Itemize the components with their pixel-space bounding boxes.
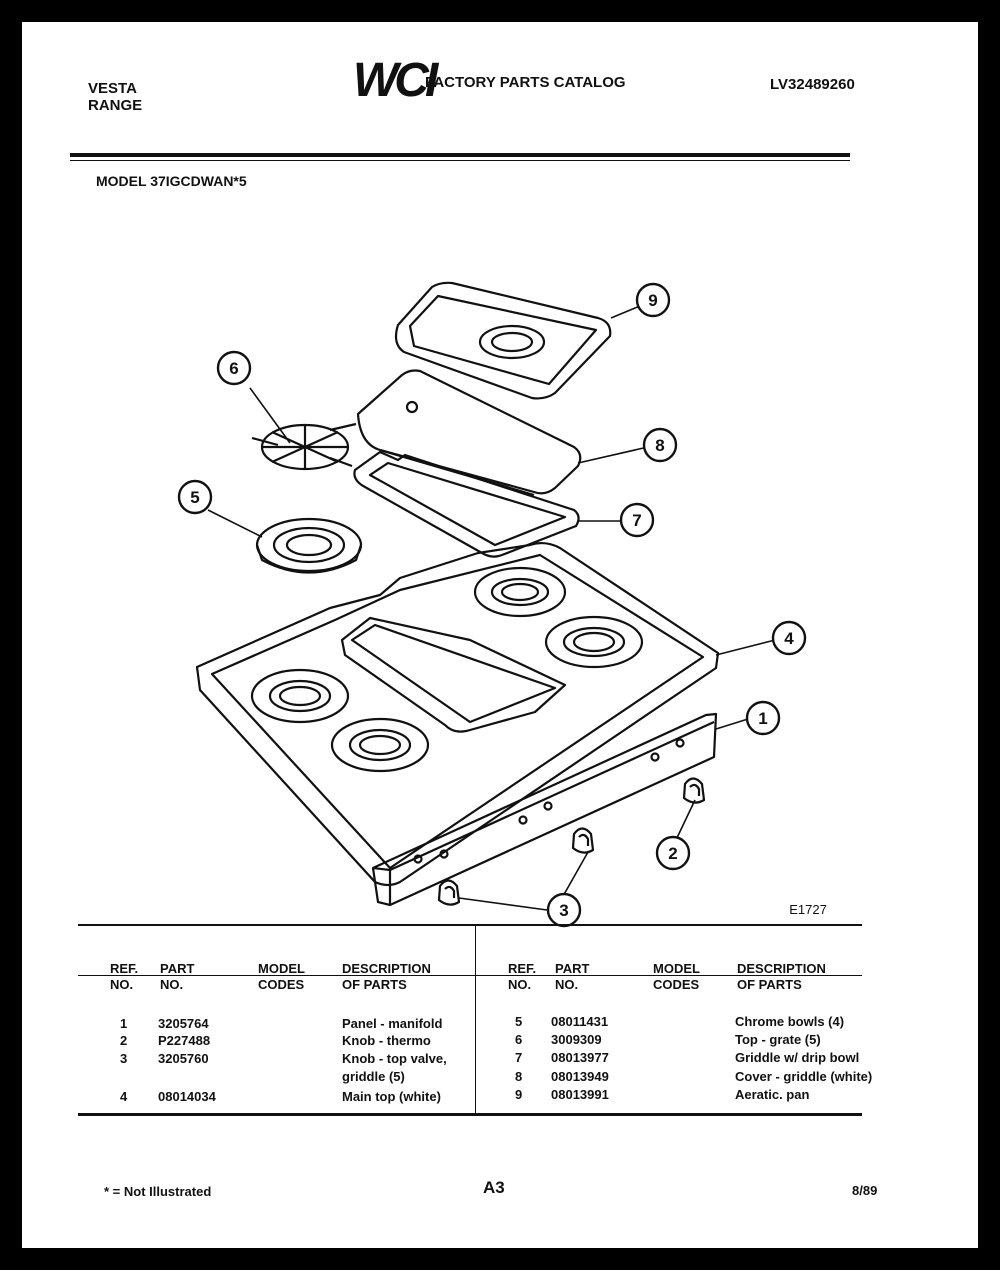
knob-thermo [684,779,704,803]
hdr-model: MODEL [653,961,700,976]
table-row-ref: 9 [515,1087,523,1102]
product-type: RANGE [88,97,143,114]
table-row-desc: Knob - thermo [342,1033,431,1048]
table-row-desc: Main top (white) [342,1089,441,1104]
footnote: * = Not Illustrated [104,1184,212,1199]
table-row-part: 08013949 [551,1069,609,1084]
figure-id: E1727 [789,902,827,917]
callout-circles [179,284,805,926]
table-row-desc: Cover - griddle (white) [735,1069,873,1084]
hdr-desc-2: OF PARTS [737,977,802,992]
callout-2: 2 [668,844,678,863]
table-row-ref: 1 [120,1016,128,1031]
callout-3: 3 [559,901,569,920]
hdr-part-2: NO. [555,977,579,992]
callout-9: 9 [648,291,658,310]
hdr-ref: REF. [508,961,537,976]
hdr-model-2: CODES [653,977,700,992]
table-row-part: 08011431 [551,1014,609,1029]
table-row-ref: 8 [515,1069,523,1084]
table-row-ref: 3 [120,1051,128,1066]
hdr-desc: DESCRIPTION [342,961,431,976]
table-row-desc: Griddle w/ drip bowl [735,1050,860,1065]
table-row-desc: griddle (5) [342,1069,405,1084]
table-row-desc: Chrome bowls (4) [735,1014,845,1029]
table-divider [475,925,476,1115]
table-row-ref: 5 [515,1014,523,1029]
table-row-part: 3205764 [158,1016,209,1031]
hdr-ref-2: NO. [508,977,532,992]
manifold-panel [373,714,716,905]
hdr-desc-2: OF PARTS [342,977,407,992]
hdr-part: PART [555,961,590,976]
table-row-ref: 4 [120,1089,128,1104]
callout-4: 4 [784,629,794,648]
table-top-rule [78,924,862,926]
hdr-part: PART [160,961,195,976]
knob-top-valve-1 [573,829,593,853]
callout-8: 8 [655,436,665,455]
table-row-part: 08014034 [158,1089,216,1104]
table-row-part: 3205760 [158,1051,209,1066]
hdr-part-2: NO. [160,977,184,992]
hdr-ref: REF. [110,961,139,976]
table-row-part: 3009309 [551,1032,602,1047]
logo-text: WCI [353,54,435,107]
top-grate [252,424,356,469]
knob-top-valve-2 [439,881,459,905]
table-row-ref: 7 [515,1050,523,1065]
callout-6: 6 [229,359,239,378]
page-number: A3 [483,1178,505,1197]
brand-name: VESTA [88,80,137,97]
chrome-bowl [257,519,361,573]
callout-7: 7 [632,511,642,530]
table-row-ref: 6 [515,1032,523,1047]
table-row-ref: 2 [120,1033,128,1048]
griddle [354,452,578,557]
hdr-ref-2: NO. [110,977,134,992]
revision-date: 8/89 [852,1183,878,1198]
table-row-part: P227488 [158,1033,211,1048]
main-top [197,543,718,885]
callout-1: 1 [758,709,768,728]
aeration-pan [396,283,610,399]
table-row-part: 08013977 [551,1050,609,1065]
table-row-desc: Top - grate (5) [735,1032,821,1047]
table-bottom-rule [78,1113,862,1116]
hdr-desc: DESCRIPTION [737,961,826,976]
model-label: MODEL 37IGCDWAN*5 [96,173,247,189]
hdr-model: MODEL [258,961,305,976]
table-row-part: 08013991 [551,1087,609,1102]
hdr-model-2: CODES [258,977,305,992]
callout-5: 5 [190,488,200,507]
table-row-desc: Panel - manifold [342,1016,443,1031]
table-row-desc: Aeratic. pan [735,1087,810,1102]
table-row-desc: Knob - top valve, [342,1051,447,1066]
catalog-title: FACTORY PARTS CATALOG [425,74,626,91]
catalog-number: LV32489260 [770,76,855,93]
